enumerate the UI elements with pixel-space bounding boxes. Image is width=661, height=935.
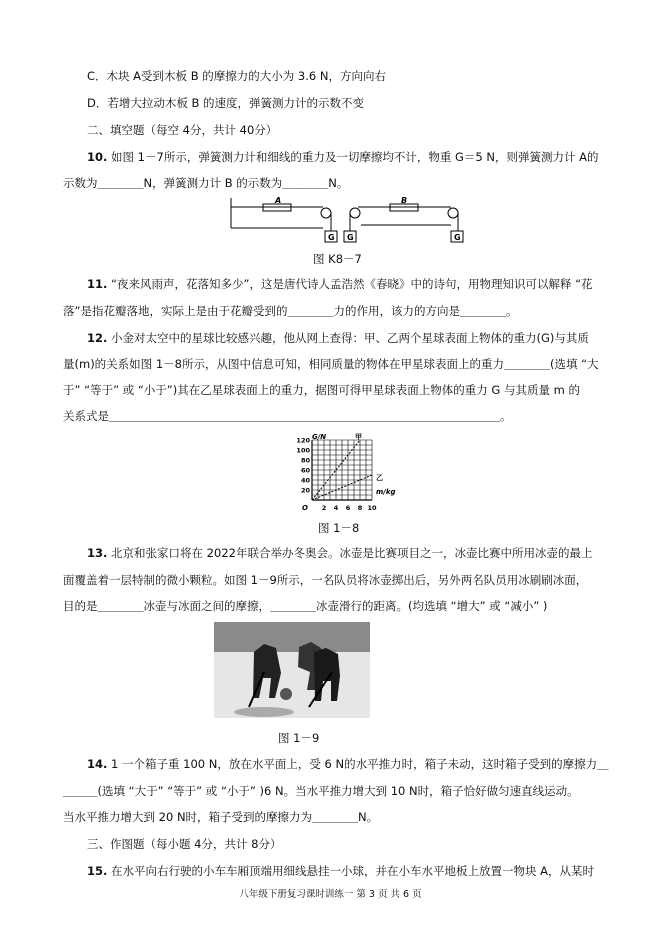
q14-line3: 当水平推力增大到 20 N时，箱子受到的摩擦力为＿＿＿＿N。 [63,810,379,824]
q13-number: 13. [87,546,108,560]
q11-line1 [87,276,593,292]
series-jia-label: 甲 [355,433,362,441]
weight-g: G [454,233,461,242]
x-tick-label: 8 [357,504,363,512]
label-b: B [401,196,408,205]
curling-photo [214,622,370,718]
q11-number: 11. [87,277,108,291]
q10-line1 [87,149,598,165]
q12-number: 12. [87,331,108,345]
y-tick-label: 20 [300,486,310,495]
option-d: D．若增大拉动木板 B 的速度，弹簧测力计的示数不变 [87,96,365,110]
q15-number: 15. [87,864,108,878]
q14-number: 14. [87,757,108,771]
y-axis-label: G/N [312,433,327,441]
section-2-heading: 二、填空题（每空 4分，共计 40分） [87,123,278,137]
q11-line2: 落”是指花瓣落地，实际上是由于花瓣受到的＿＿＿＿力的作用，该力的方向是＿＿＿＿。 [63,304,518,318]
page-footer: 八年级下册复习课时训练一 第 3 页 共 6 页 [239,889,422,900]
y-tick-label: 40 [300,476,310,485]
figure-1-8-chart [288,432,406,516]
q14-text: 1 一个箱子重 100 N，放在水平面上，受 6 N的水平推力时，箱子未动，这时箱子受到的摩擦力＿ [111,757,609,771]
q12-text: 小金对太空中的星球比较感兴趣，他从网上查得：甲、乙两个星球表面上物体的重力(G)与其质 [111,331,589,345]
x-tick-label: 4 [333,504,339,512]
y-tick-label: 60 [300,466,310,475]
q13-text: 北京和张家口将在 2022年联合举办冬奥会。冰壶是比赛项目之一，冰壶比赛中所用冰壶的最上 [111,546,593,560]
y-tick-label: 80 [300,456,310,465]
q13-line3: 目的是＿＿＿＿冰壶与冰面之间的摩擦，＿＿＿＿冰壶滑行的距离。(均选填 “增大” 或 “减小” ) [63,599,548,613]
section-3-heading: 三、作图题（每小题 4分，共计 8分） [87,837,282,851]
x-tick-label: 6 [345,504,351,512]
caption-k8-7: 图 K8－7 [313,252,362,266]
caption-1-8: 图 1－8 [318,521,360,535]
y-tick-label: 120 [296,436,310,445]
q15-text: 在水平向右行驶的小车车厢顶端用细线悬挂一小球，并在小车水平地板上放置一物块 A，从某时 [111,864,595,878]
x-tick-label: 2 [321,504,327,512]
q13-line1 [87,545,592,561]
figure-k8-7 [228,195,468,250]
option-c: C．木块 A受到木板 B 的摩擦力的大小为 3.6 N，方向向右 [87,69,386,83]
q12-line1 [87,330,589,346]
q10-number: 10. [87,150,108,164]
label-a: A [275,196,282,205]
x-tick-label: 10 [367,504,377,512]
q12-line3: 于” “等于” 或 “小于”)其在乙星球表面上的重力，据图可得甲星球表面上物体的重力 G 与其质量 m 的 [63,383,580,397]
q11-text: “夜来风雨声，花落知多少”，这是唐代诗人孟浩然《春晓》中的诗句，用物理知识可以解释 “花 [111,277,593,291]
q14-line1 [87,756,609,772]
q10-line2: 示数为＿＿＿＿N，弹簧测力计 B 的示数为＿＿＿＿N。 [63,176,349,190]
weight-g: G [347,233,354,242]
x-axis-label: m/kg [376,488,396,496]
weight-g: G [328,233,335,242]
q14-line2: ＿＿＿(选填 “大于” “等于” 或 “小于” )6 N。当水平推力增大到 10 N时，箱子恰好做匀速直线运动。 [63,784,579,798]
q10-text: 如图 1－7所示，弹簧测力计和细线的重力及一切摩擦均不计，物重 G＝5 N，则弹簧测力计 A的 [111,150,599,164]
series-yi-label: 乙 [376,474,383,482]
q12-line2: 量(m)的关系如图 1－8所示，从图中信息可知，相同质量的物体在甲星球表面上的重力＿＿＿＿(选填 “大 [63,357,599,371]
q13-line2: 面覆盖着一层特制的微小颗粒。如图 1－9所示，一名队员将冰壶掷出后，另外两名队员用冰刷刷冰面， [63,573,588,587]
y-tick-label: 100 [296,446,310,455]
q15-line1 [87,863,594,879]
q12-line4: 关系式是＿＿＿＿＿＿＿＿＿＿＿＿＿＿＿＿＿＿＿＿＿＿＿＿＿＿＿＿＿＿＿＿＿＿。 [63,409,512,423]
origin-label: O [302,504,308,512]
caption-1-9: 图 1－9 [278,731,320,745]
